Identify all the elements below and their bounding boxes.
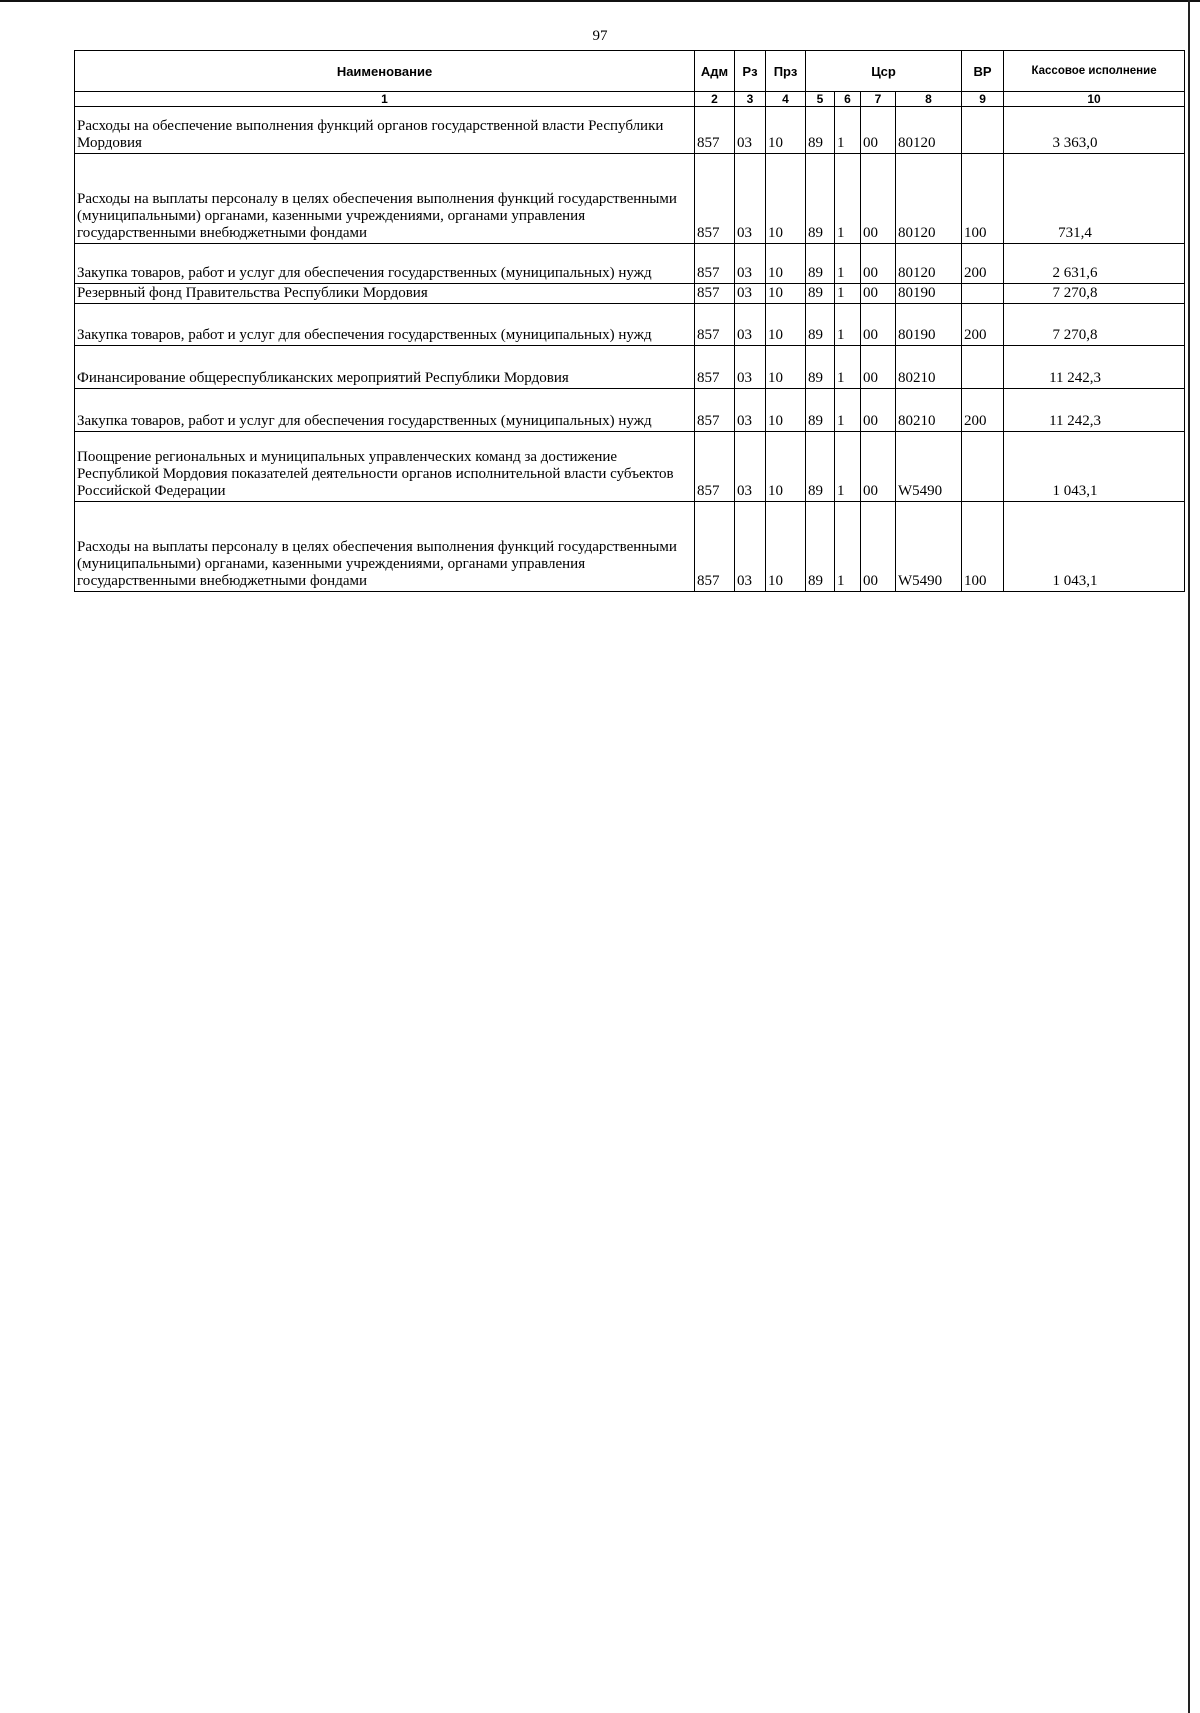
- row-amount: 731,4: [1004, 154, 1185, 244]
- row-name: Закупка товаров, работ и услуг для обеспечения государственных (муниципальных) нужд: [75, 244, 695, 284]
- row-vr: 200: [962, 389, 1004, 432]
- row-adm: 857: [695, 304, 735, 346]
- header-csr: Цср: [806, 51, 962, 92]
- row-prz: 10: [766, 346, 806, 389]
- row-prz: 10: [766, 284, 806, 304]
- row-csr-7: 00: [861, 304, 896, 346]
- row-name: Расходы на выплаты персоналу в целях обеспечения выполнения функций государственными (муниципальными) органами, казенными учреждениями, органами управления государственными внебюджетными фондами: [75, 154, 695, 244]
- row-vr: [962, 346, 1004, 389]
- row-name: Закупка товаров, работ и услуг для обеспечения государственных (муниципальных) нужд: [75, 389, 695, 432]
- row-adm: 857: [695, 432, 735, 502]
- page-number: 97: [592, 28, 608, 44]
- row-csr-8: W5490: [896, 502, 962, 592]
- row-amount: 2 631,6: [1004, 244, 1185, 284]
- col-number: 7: [861, 92, 896, 107]
- row-amount: 1 043,1: [1004, 502, 1185, 592]
- row-csr-6: 1: [835, 107, 861, 154]
- row-prz: 10: [766, 502, 806, 592]
- row-csr-6: 1: [835, 154, 861, 244]
- row-rz: 03: [735, 304, 766, 346]
- row-csr-5: 89: [806, 244, 835, 284]
- row-rz: 03: [735, 284, 766, 304]
- row-csr-7: 00: [861, 107, 896, 154]
- row-csr-8: 80120: [896, 154, 962, 244]
- row-csr-5: 89: [806, 432, 835, 502]
- row-csr-8: 80120: [896, 107, 962, 154]
- row-vr: 200: [962, 304, 1004, 346]
- table-row: [75, 346, 1185, 389]
- row-csr-8: W5490: [896, 432, 962, 502]
- col-number: 3: [735, 92, 766, 107]
- row-csr-7: 00: [861, 389, 896, 432]
- column-number-row: [75, 92, 1185, 107]
- row-csr-6: 1: [835, 244, 861, 284]
- row-prz: 10: [766, 244, 806, 284]
- header-vr: ВР: [962, 51, 1004, 92]
- row-csr-6: 1: [835, 284, 861, 304]
- row-amount: 11 242,3: [1004, 389, 1185, 432]
- header-amount: Кассовое исполнение: [1004, 51, 1185, 92]
- row-adm: 857: [695, 244, 735, 284]
- table-row: [75, 244, 1185, 284]
- row-adm: 857: [695, 284, 735, 304]
- row-csr-5: 89: [806, 107, 835, 154]
- row-csr-7: 00: [861, 432, 896, 502]
- col-number: 8: [896, 92, 962, 107]
- row-amount: 3 363,0: [1004, 107, 1185, 154]
- table-row: [75, 502, 1185, 592]
- row-csr-7: 00: [861, 346, 896, 389]
- header-row: [75, 51, 1185, 92]
- col-number: 10: [1004, 92, 1185, 107]
- row-vr: 200: [962, 244, 1004, 284]
- row-name: Резервный фонд Правительства Республики Мордовия: [75, 284, 695, 304]
- row-csr-6: 1: [835, 346, 861, 389]
- row-name: Поощрение региональных и муниципальных управленческих команд за достижение Республикой Мордовия показателей деятельности органов исполнительной власти субъектов Российской Федерации: [75, 432, 695, 502]
- row-vr: [962, 432, 1004, 502]
- row-adm: 857: [695, 346, 735, 389]
- col-number: 2: [695, 92, 735, 107]
- row-csr-6: 1: [835, 432, 861, 502]
- row-adm: 857: [695, 389, 735, 432]
- row-prz: 10: [766, 154, 806, 244]
- col-number: 4: [766, 92, 806, 107]
- row-rz: 03: [735, 107, 766, 154]
- row-name: Расходы на обеспечение выполнения функций органов государственной власти Республики Мордовия: [75, 107, 695, 154]
- row-csr-8: 80210: [896, 346, 962, 389]
- row-amount: 1 043,1: [1004, 432, 1185, 502]
- row-vr: [962, 284, 1004, 304]
- row-prz: 10: [766, 107, 806, 154]
- row-csr-5: 89: [806, 502, 835, 592]
- row-rz: 03: [735, 432, 766, 502]
- row-rz: 03: [735, 502, 766, 592]
- row-csr-8: 80190: [896, 284, 962, 304]
- row-rz: 03: [735, 154, 766, 244]
- row-csr-7: 00: [861, 502, 896, 592]
- row-rz: 03: [735, 244, 766, 284]
- row-name: Финансирование общереспубликанских мероприятий Республики Мордовия: [75, 346, 695, 389]
- row-csr-8: 80210: [896, 389, 962, 432]
- table-row: [75, 432, 1185, 502]
- scan-top-edge: [0, 0, 1200, 2]
- row-amount: 7 270,8: [1004, 284, 1185, 304]
- row-csr-6: 1: [835, 502, 861, 592]
- row-vr: 100: [962, 502, 1004, 592]
- row-csr-7: 00: [861, 284, 896, 304]
- header-adm: Адм: [695, 51, 735, 92]
- table-row: [75, 389, 1185, 432]
- row-csr-8: 80120: [896, 244, 962, 284]
- row-vr: [962, 107, 1004, 154]
- row-csr-6: 1: [835, 304, 861, 346]
- table-row: [75, 154, 1185, 244]
- row-name: Расходы на выплаты персоналу в целях обеспечения выполнения функций государственными (муниципальными) органами, казенными учреждениями, органами управления государственными внебюджетными фондами: [75, 502, 695, 592]
- row-csr-5: 89: [806, 304, 835, 346]
- row-prz: 10: [766, 304, 806, 346]
- row-adm: 857: [695, 107, 735, 154]
- row-csr-5: 89: [806, 154, 835, 244]
- row-amount: 7 270,8: [1004, 304, 1185, 346]
- row-prz: 10: [766, 389, 806, 432]
- row-rz: 03: [735, 346, 766, 389]
- row-rz: 03: [735, 389, 766, 432]
- row-csr-5: 89: [806, 346, 835, 389]
- col-number: 6: [835, 92, 861, 107]
- col-number: 1: [75, 92, 695, 107]
- header-name: Наименование: [75, 51, 695, 92]
- table-row: [75, 107, 1185, 154]
- scan-right-edge: [1188, 0, 1190, 1713]
- table-row: [75, 304, 1185, 346]
- row-csr-5: 89: [806, 389, 835, 432]
- row-csr-8: 80190: [896, 304, 962, 346]
- table-row: [75, 284, 1185, 304]
- row-adm: 857: [695, 154, 735, 244]
- row-amount: 11 242,3: [1004, 346, 1185, 389]
- budget-execution-table: [74, 50, 1185, 592]
- row-csr-7: 00: [861, 154, 896, 244]
- col-number: 9: [962, 92, 1004, 107]
- header-prz: Прз: [766, 51, 806, 92]
- row-adm: 857: [695, 502, 735, 592]
- row-csr-6: 1: [835, 389, 861, 432]
- row-vr: 100: [962, 154, 1004, 244]
- header-rz: Рз: [735, 51, 766, 92]
- row-csr-7: 00: [861, 244, 896, 284]
- row-name: Закупка товаров, работ и услуг для обеспечения государственных (муниципальных) нужд: [75, 304, 695, 346]
- row-prz: 10: [766, 432, 806, 502]
- col-number: 5: [806, 92, 835, 107]
- row-csr-5: 89: [806, 284, 835, 304]
